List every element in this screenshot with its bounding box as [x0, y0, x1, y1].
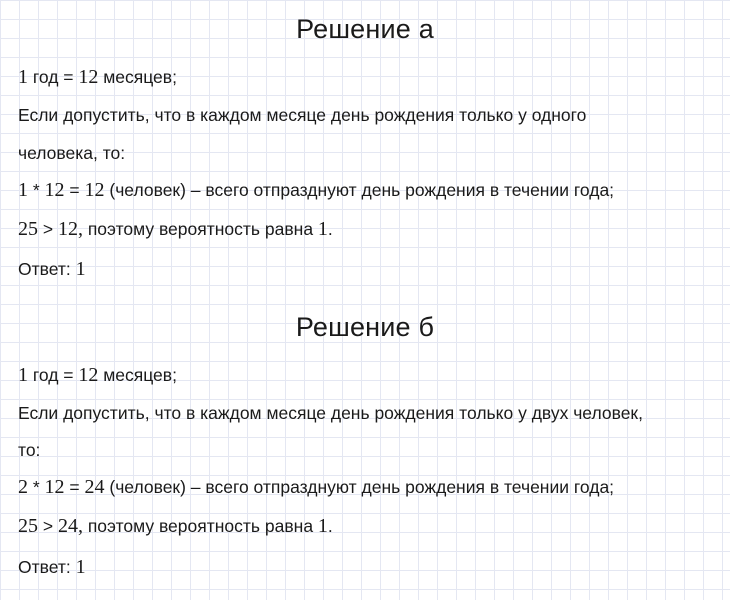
solution-a-line-5: 25 > 12, поэтому вероятность равна 1. — [18, 218, 333, 240]
solution-b-line-2: Если допустить, что в каждом месяце день рождения только у двух человек, — [18, 403, 643, 423]
solution-a-answer: Ответ: 1 — [18, 258, 86, 280]
solution-a-line-1: 1 год = 12 месяцев; — [18, 66, 177, 88]
solution-b-line-1: 1 год = 12 месяцев; — [18, 364, 177, 386]
solution-b-answer: Ответ: 1 — [18, 556, 86, 578]
solution-a-line-2: Если допустить, что в каждом месяце день рождения только у одного — [18, 105, 587, 125]
solution-b-line-4: 2 * 12 = 24 (человек) – всего отпразднуют день рождения в течении года; — [18, 476, 615, 498]
solution-a-line-3: человека, то: — [18, 143, 126, 163]
solution-a-line-4: 1 * 12 = 12 (человек) – всего отпразднуют день рождения в течении года; — [18, 179, 615, 201]
solution-b-line-3: то: — [18, 440, 41, 460]
solution-b-title: Решение б — [295, 312, 435, 342]
solution-a-title: Решение а — [296, 14, 434, 44]
solution-b-line-5: 25 > 24, поэтому вероятность равна 1. — [18, 515, 333, 537]
